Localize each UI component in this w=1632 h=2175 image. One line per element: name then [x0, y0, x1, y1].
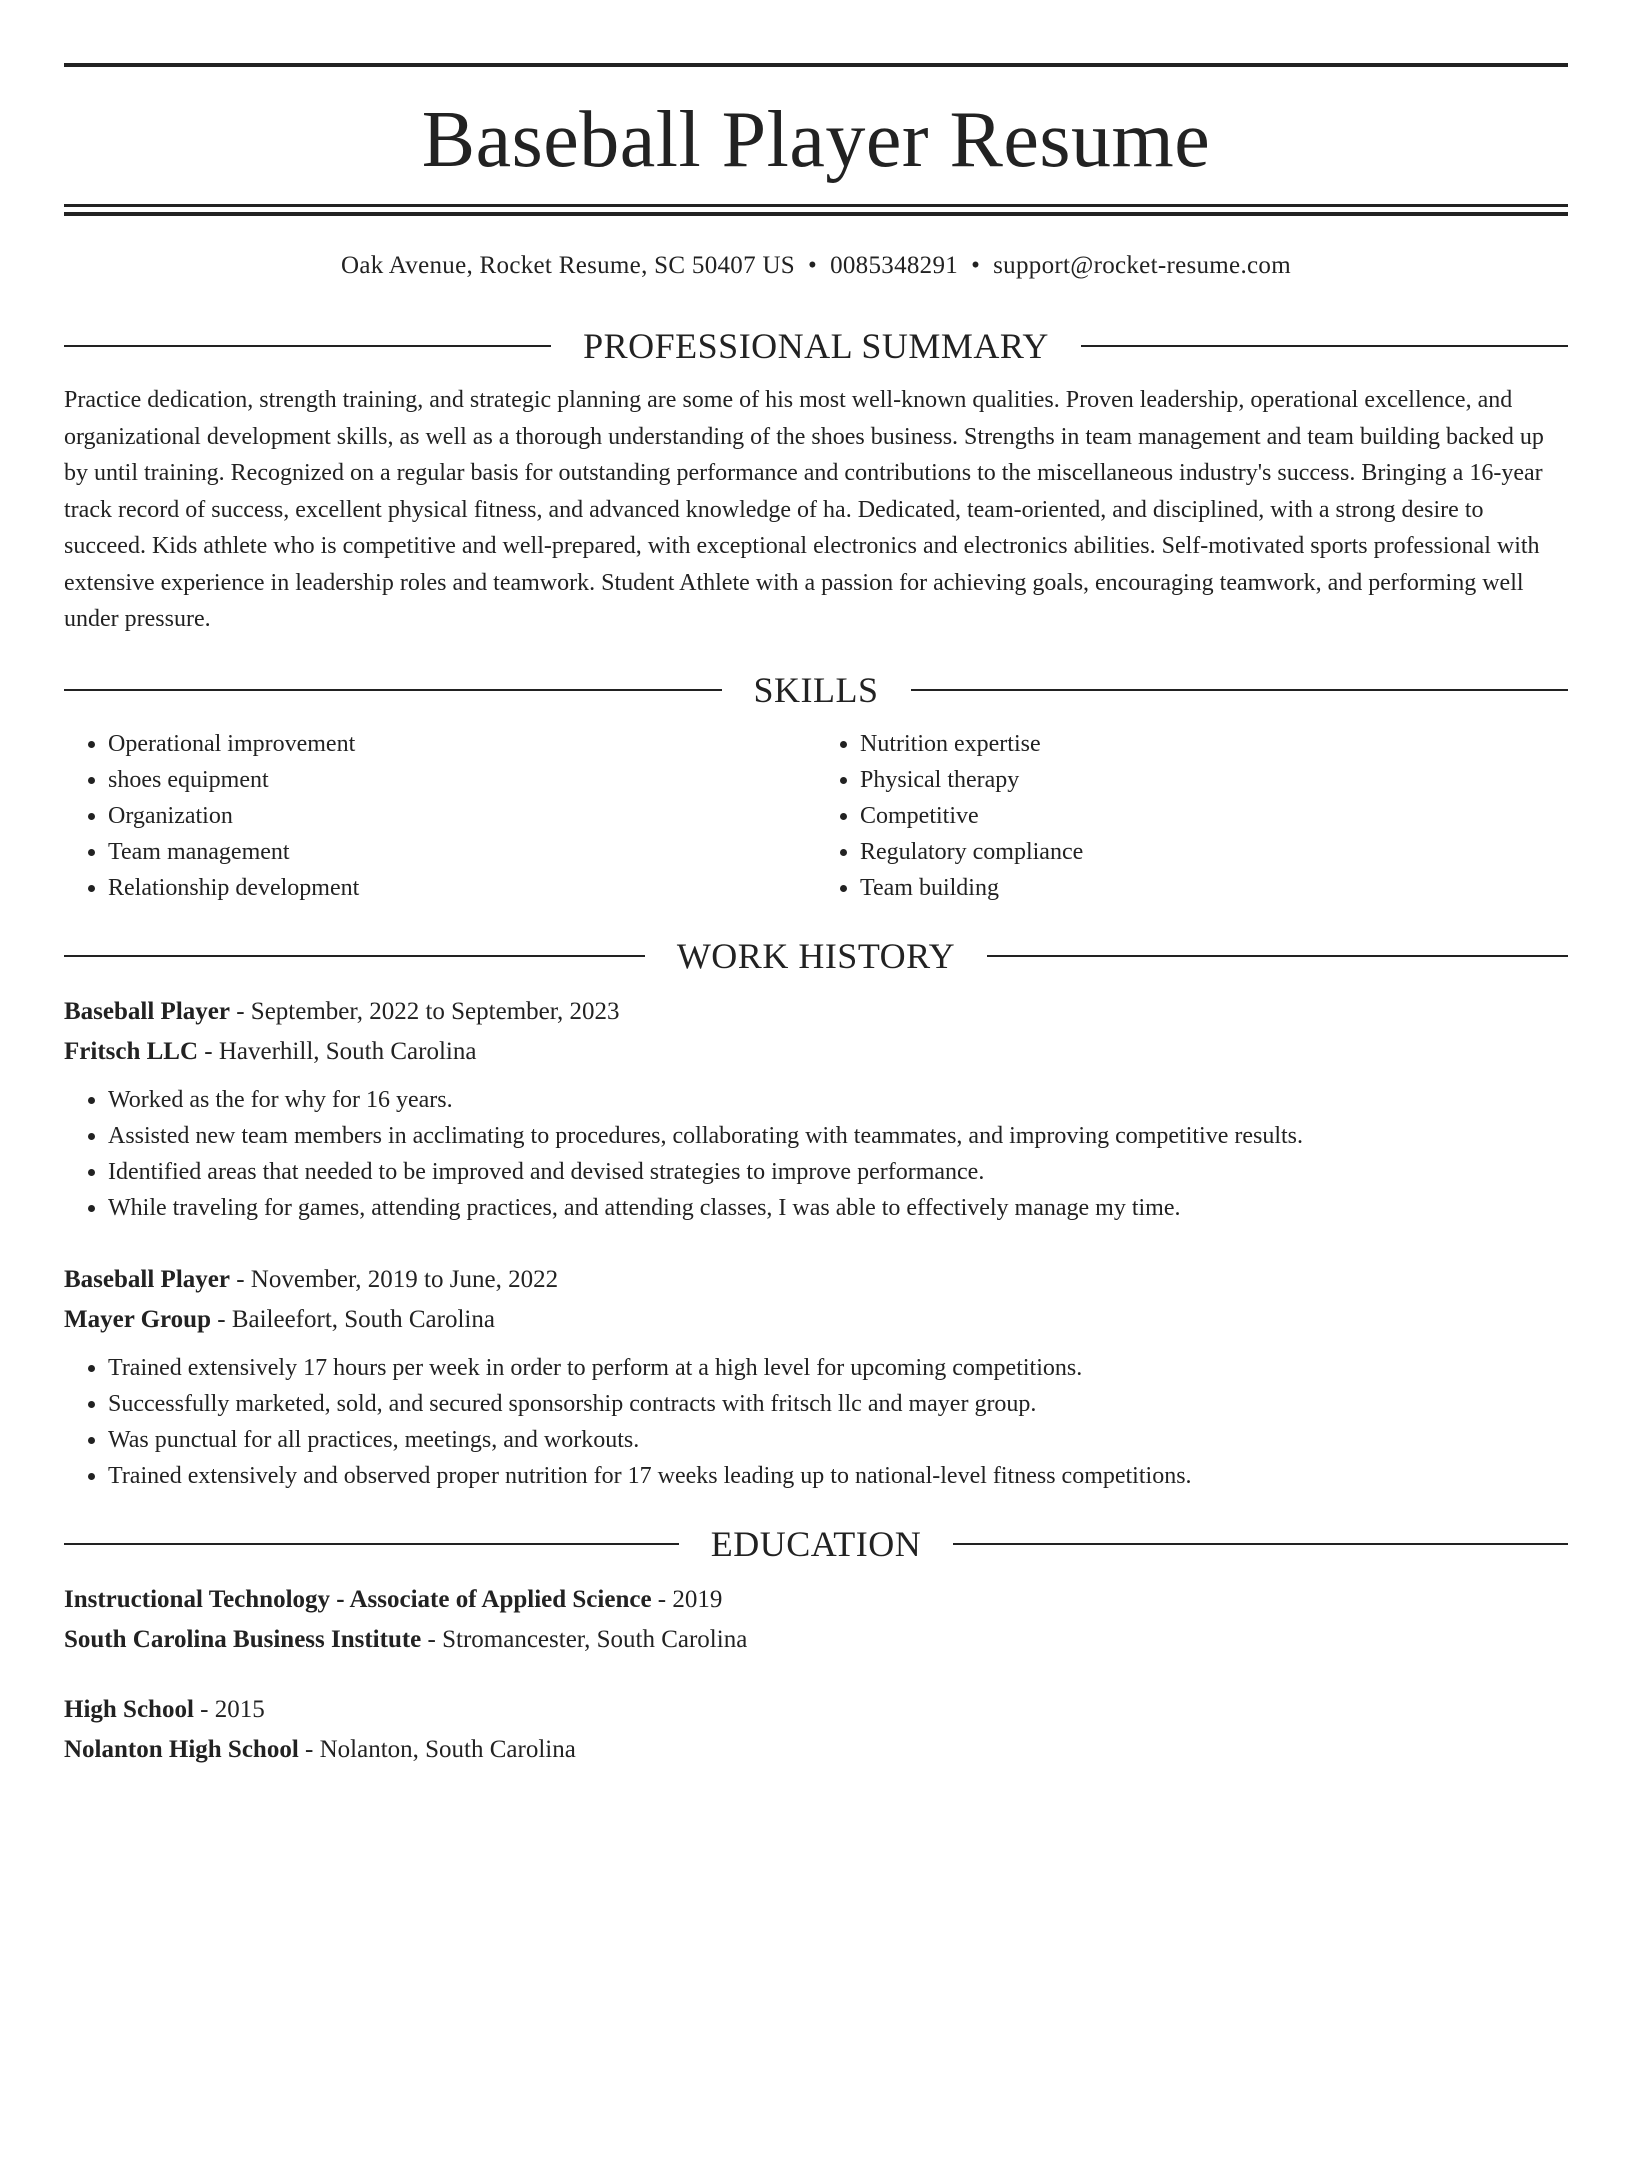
skills-column-left — [64, 726, 816, 906]
contact-separator: • — [808, 252, 818, 279]
job-bullets — [64, 1082, 1568, 1226]
job-company: Mayer Group — [64, 1305, 211, 1333]
skill-item: • Nutrition expertise — [860, 726, 1568, 762]
skill-item: • Team building — [860, 870, 1568, 906]
job-title-line — [64, 992, 1568, 1032]
job-bullets — [64, 1350, 1568, 1494]
section-title: EDUCATION — [710, 1523, 922, 1564]
contact-phone: 0085348291 — [830, 252, 959, 279]
resume-page — [0, 63, 1632, 2175]
contact-email[interactable]: support@rocket-resume.com — [993, 252, 1291, 279]
job-title-line — [64, 1260, 1568, 1300]
job-title: Baseball Player — [64, 997, 230, 1025]
job-entry — [64, 1260, 1568, 1494]
section-title: PROFESSIONAL SUMMARY — [583, 326, 1049, 366]
skill-item: • shoes equipment — [108, 762, 816, 798]
section-rule — [64, 1543, 679, 1545]
resume-title: Baseball Player Resume — [421, 96, 1211, 184]
education-entry — [64, 1690, 1568, 1770]
job-bullet: • Trained extensively 17 hours per week in order to perform at a high level for upcoming competitions. — [108, 1350, 1568, 1386]
section-rule — [64, 955, 645, 957]
education-degree: Instructional Technology - Associate of Applied Science — [64, 1585, 652, 1613]
education-degree-line — [64, 1690, 1568, 1730]
skill-item: • Physical therapy — [860, 762, 1568, 798]
section-header-education — [64, 1523, 1568, 1564]
section-header-work — [64, 935, 1568, 976]
job-dates: - September, 2022 to September, 2023 — [229, 997, 620, 1025]
job-company-line — [64, 1300, 1568, 1340]
job-location: - Haverhill, South Carolina — [198, 1037, 477, 1065]
section-header-skills — [64, 669, 1568, 710]
education-school: Nolanton High School — [64, 1735, 299, 1763]
section-rule — [64, 345, 551, 347]
job-bullet: • While traveling for games, attending practices, and attending classes, I was able to effectively manage my time. — [108, 1190, 1568, 1226]
education-degree-line — [64, 1580, 1568, 1620]
job-bullet: • Worked as the for why for 16 years. — [108, 1082, 1568, 1118]
education-entry — [64, 1580, 1568, 1660]
job-dates: - November, 2019 to June, 2022 — [229, 1265, 559, 1293]
summary-text: Practice dedication, strength training, and strategic planning are some of his most well-known qualities. Proven leadership, operational excellence, and organizational development skills, as well as a thorough understanding of the shoes business. Strengths in team management and team building backed up by until training. Recognized on a regular basis for outstanding performance and contributions to the miscellaneous industry's success. Bringing a 16-year track record of success, excellent physical fitness, and advanced knowledge of ha. Dedicated, team-oriented, and disciplined, with a strong desire to succeed. Kids athlete who is competitive and well-prepared, with exceptional electronics and electronics abilities. Self-motivated sports professional with extensive experience in leadership roles and teamwork. Student Athlete with a passion for achieving goals, encouraging teamwork, and performing well under pressure. — [64, 387, 1544, 632]
skill-item: • Competitive — [860, 798, 1568, 834]
section-rule — [987, 955, 1568, 957]
job-title: Baseball Player — [64, 1265, 230, 1293]
education-year: - 2019 — [651, 1585, 723, 1613]
skill-item: • Regulatory compliance — [860, 834, 1568, 870]
contact-separator: • — [971, 252, 981, 279]
section-rule — [64, 689, 722, 691]
skill-item: • Relationship development — [108, 870, 816, 906]
job-bullet: • Identified areas that needed to be improved and devised strategies to improve performance. — [108, 1154, 1568, 1190]
education-degree: High School — [64, 1695, 194, 1723]
job-entry — [64, 992, 1568, 1226]
job-company: Fritsch LLC — [64, 1037, 199, 1065]
education-school: South Carolina Business Institute — [64, 1625, 422, 1653]
education-school-line — [64, 1620, 1568, 1660]
job-bullet: • Successfully marketed, sold, and secured sponsorship contracts with fritsch llc and mayer group. — [108, 1386, 1568, 1422]
skills-column-right — [816, 726, 1568, 906]
education-location: - Stromancester, South Carolina — [421, 1625, 748, 1653]
education-year: - 2015 — [193, 1695, 265, 1723]
education-school-line — [64, 1730, 1568, 1770]
skills-list — [64, 726, 1568, 906]
skill-item: • Team management — [108, 834, 816, 870]
top-rule — [64, 63, 1568, 67]
job-company-line — [64, 1032, 1568, 1072]
section-rule — [911, 689, 1569, 691]
section-rule — [1081, 345, 1568, 347]
contact-address: Oak Avenue, Rocket Resume, SC 50407 US — [341, 252, 796, 279]
education-location: - Nolanton, South Carolina — [298, 1735, 576, 1763]
section-rule — [953, 1543, 1568, 1545]
contact-line — [64, 253, 1568, 278]
skill-item: • Organization — [108, 798, 816, 834]
job-bullet: • Was punctual for all practices, meetings, and workouts. — [108, 1422, 1568, 1458]
section-title: WORK HISTORY — [676, 935, 956, 976]
section-title: SKILLS — [753, 669, 879, 710]
skill-item: • Operational improvement — [108, 726, 816, 762]
job-location: - Baileefort, South Carolina — [211, 1305, 495, 1333]
job-bullet: • Trained extensively and observed proper nutrition for 17 weeks leading up to national-level fitness competitions. — [108, 1458, 1568, 1494]
title-double-rule — [64, 204, 1568, 216]
job-bullet: • Assisted new team members in acclimating to procedures, collaborating with teammates, and improving competitive results. — [108, 1118, 1568, 1154]
section-header-summary — [64, 328, 1568, 364]
